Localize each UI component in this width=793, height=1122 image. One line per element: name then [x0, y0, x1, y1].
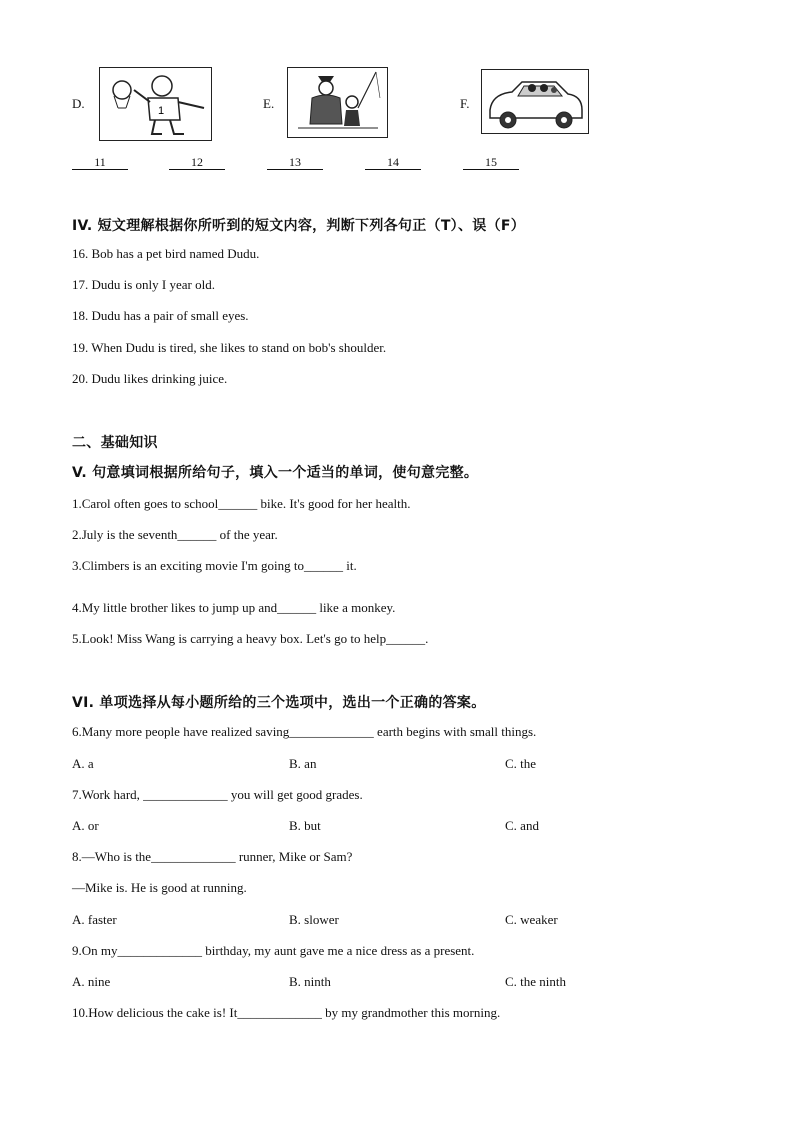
answer-blank-11[interactable]: 11 — [72, 155, 128, 170]
q7-option-b[interactable]: B. but — [289, 818, 321, 833]
q8-option-b[interactable]: B. slower — [289, 912, 339, 927]
basketball-player-icon — [99, 67, 212, 141]
q6-option-a[interactable]: A. a — [72, 756, 94, 771]
choice-question-6: 6.Many more people have realized saving_____________ earth begins with small things. — [72, 724, 537, 739]
part-two-heading: 二、基础知识 — [72, 435, 158, 451]
question-19: 19. When Dudu is tired, she likes to stand on bob's shoulder. — [72, 340, 387, 355]
q7-option-a[interactable]: A. or — [72, 818, 99, 833]
svg-text:1: 1 — [158, 105, 165, 117]
q9-option-c[interactable]: C. the ninth — [505, 974, 567, 989]
answer-blank-14[interactable]: 14 — [365, 155, 421, 170]
section-v-heading: V. 句意填词根据所给句子，填入一个适当的单词，使句意完整。 — [72, 465, 479, 481]
q9-option-a[interactable]: A. nine — [72, 974, 111, 989]
q6-option-b[interactable]: B. an — [289, 756, 317, 771]
answer-blank-15[interactable]: 15 — [463, 155, 519, 170]
section-iv-heading: IV. 短文理解根据你所听到的短文内容，判断下列各句正（T）、误（F） — [72, 218, 526, 234]
fill-question-4: 4.My little brother likes to jump up and______ like a monkey. — [72, 600, 396, 615]
fill-question-3: 3.Climbers is an exciting movie I'm going to______ it. — [72, 558, 357, 573]
fill-question-1: 1.Carol often goes to school______ bike. It's good for her health. — [72, 496, 411, 511]
picture-label-f: F. — [460, 96, 470, 111]
choice-question-8-reply: —Mike is. He is good at running. — [72, 880, 247, 895]
choice-question-9: 9.On my_____________ birthday, my aunt gave me a nice dress as a present. — [72, 943, 475, 958]
fill-question-5: 5.Look! Miss Wang is carrying a heavy box. Let's go to help______. — [72, 631, 429, 646]
choice-question-10: 10.How delicious the cake is! It_____________ by my grandmother this morning. — [72, 1005, 501, 1020]
q8-option-c[interactable]: C. weaker — [505, 912, 558, 927]
fill-question-2: 2.July is the seventh______ of the year. — [72, 527, 278, 542]
q7-option-c[interactable]: C. and — [505, 818, 539, 833]
answer-blank-12[interactable]: 12 — [169, 155, 225, 170]
q9-option-b[interactable]: B. ninth — [289, 974, 331, 989]
question-18: 18. Dudu has a pair of small eyes. — [72, 308, 249, 323]
family-car-icon — [481, 69, 589, 134]
q6-option-c[interactable]: C. the — [505, 756, 537, 771]
question-17: 17. Dudu is only I year old. — [72, 277, 215, 292]
fishing-people-icon — [287, 67, 388, 138]
answer-blank-13[interactable]: 13 — [267, 155, 323, 170]
question-16: 16. Bob has a pet bird named Dudu. — [72, 246, 260, 261]
choice-question-8: 8.—Who is the_____________ runner, Mike or Sam? — [72, 849, 353, 864]
picture-label-e: E. — [263, 96, 275, 111]
picture-label-d: D. — [72, 96, 85, 111]
choice-question-7: 7.Work hard, _____________ you will get good grades. — [72, 787, 363, 802]
question-20: 20. Dudu likes drinking juice. — [72, 371, 228, 386]
section-vi-heading: VI. 单项选择从每小题所给的三个选项中，选出一个正确的答案。 — [72, 695, 486, 711]
q8-option-a[interactable]: A. faster — [72, 912, 117, 927]
